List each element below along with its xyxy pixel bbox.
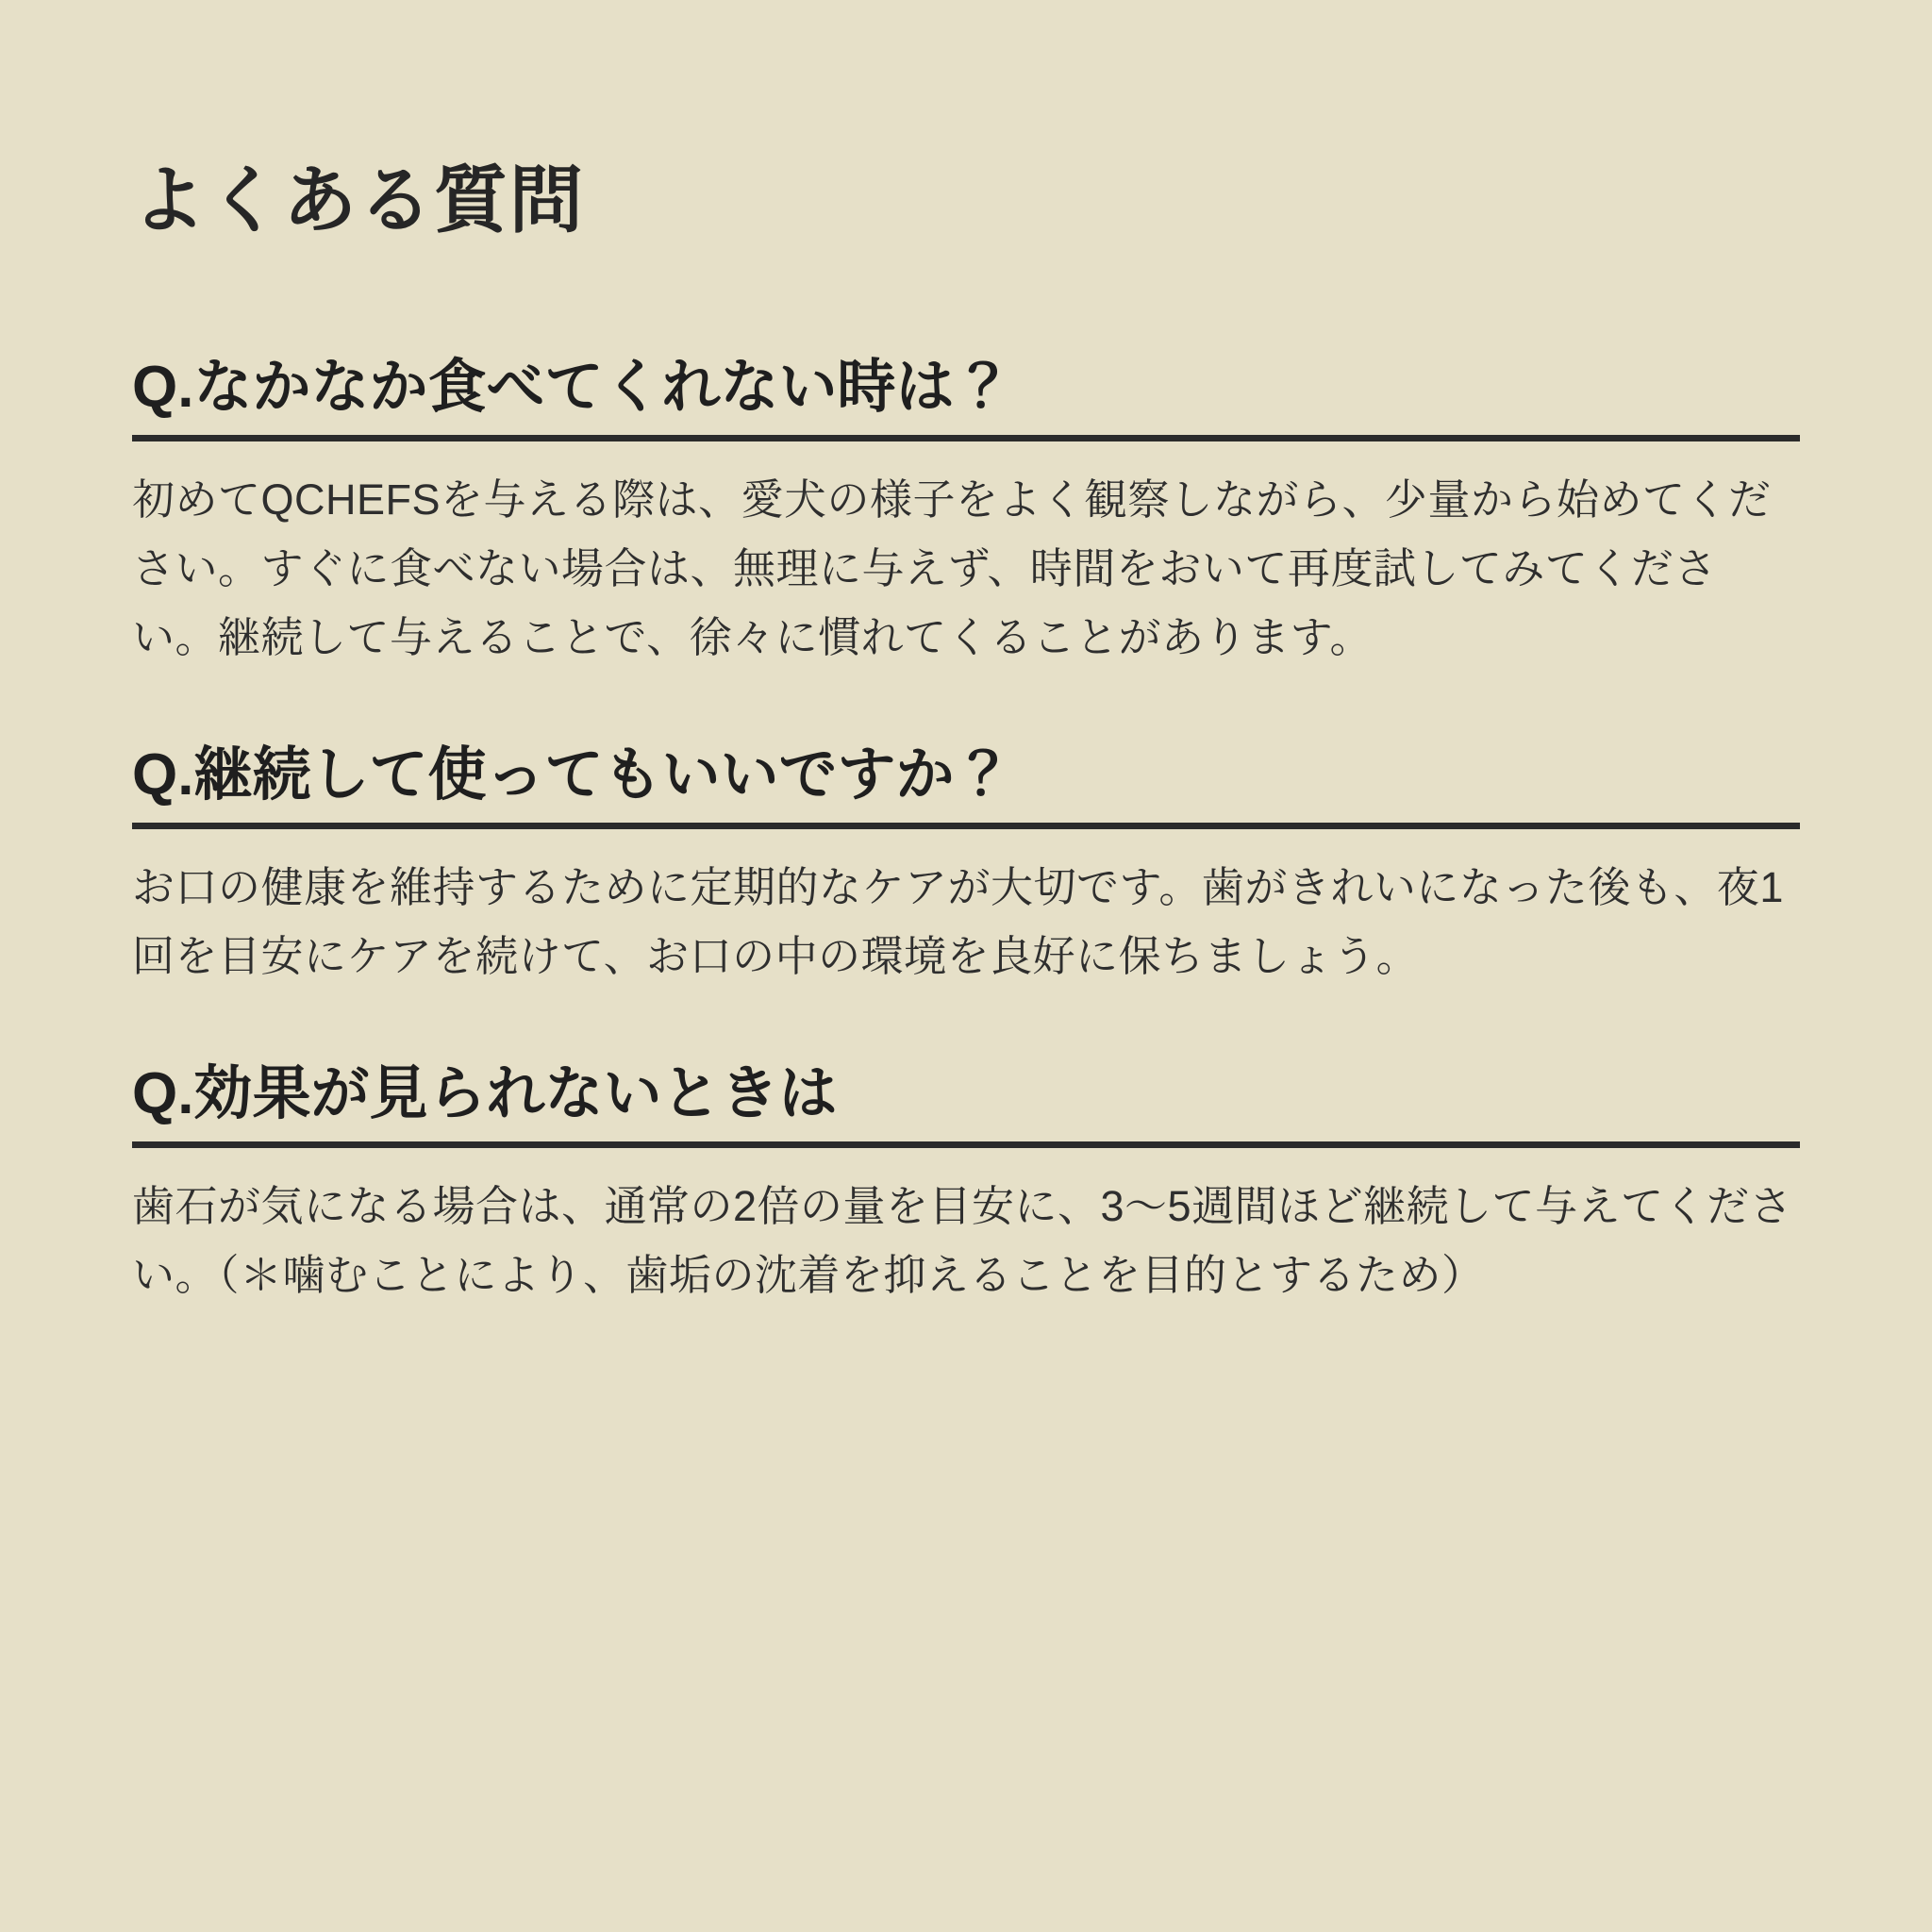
faq-item — [132, 1059, 1800, 1310]
faq-question: Q.効果が見られないときは — [132, 1060, 838, 1126]
faq-question: Q.なかなか食べてくれない時は？ — [132, 354, 1013, 420]
faq-answer: 歯石が気になる場合は、通常の2倍の量を目安に、3〜5週間ほど継続して与えてください。（＊噛むことにより、歯垢の沈着を抑えることを目的とするため） — [132, 1181, 1793, 1299]
faq-item — [132, 741, 1800, 991]
page-title: よくある質問 — [132, 158, 586, 242]
divider — [132, 1141, 1800, 1148]
faq-item — [132, 353, 1800, 673]
faq-question: Q.継続して使ってもいいですか？ — [132, 741, 1013, 808]
divider — [132, 435, 1800, 441]
divider — [132, 823, 1800, 829]
faq-answer: お口の健康を維持するために定期的なケアが大切です。歯がきれいになった後も、夜1回を目安にケアを続けて、お口の中の環境を良好に保ちましょう。 — [132, 862, 1784, 980]
faq-answer: 初めてQCHEFSを与える際は、愛犬の様子をよく観察しながら、少量から始めてください。すぐに食べない場合は、無理に与えず、時間をおいて再度試してみてください。継続して与えることで、徐々に慣れてくることがあります。 — [132, 475, 1772, 661]
